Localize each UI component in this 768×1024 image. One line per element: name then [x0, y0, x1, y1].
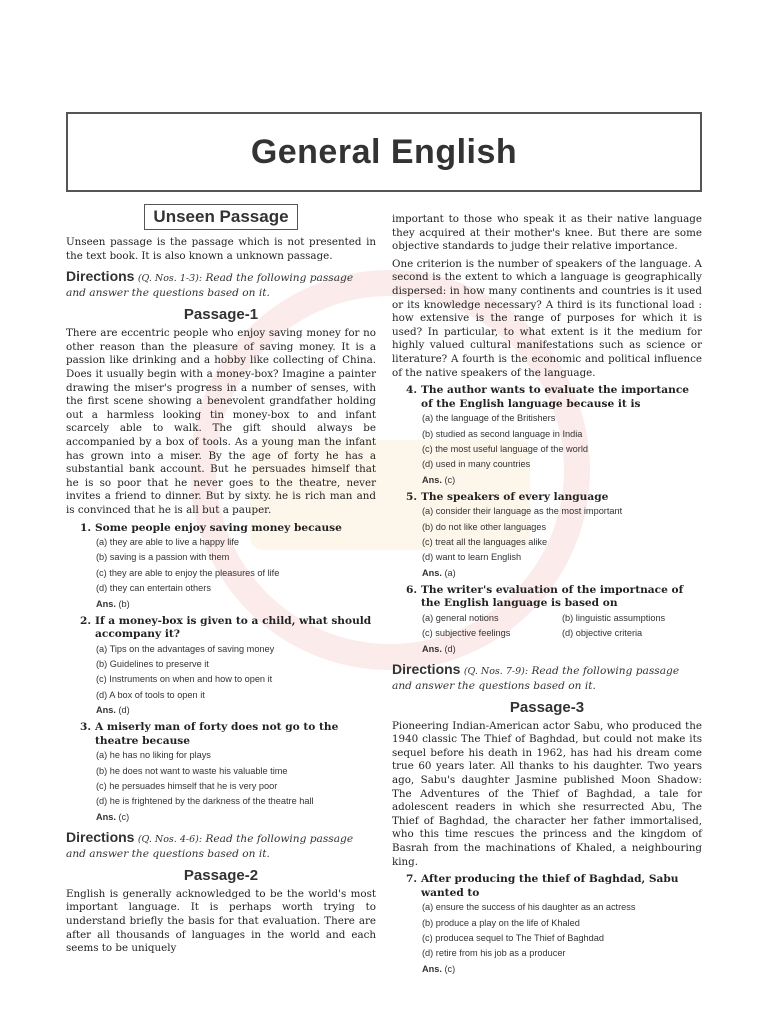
passage-2-heading: Passage-2 [183, 866, 259, 884]
option-a: (a) ensure the success of his daughter as an actress [422, 902, 636, 913]
options-list [422, 900, 702, 962]
answer-value: (c) [444, 474, 456, 485]
question-title [80, 522, 376, 536]
right-column [392, 213, 702, 978]
options-list [96, 748, 376, 810]
passage-3-text: Pioneering Indian-American actor Sabu, who produced the 1940 classic The Thief of Baghdad, but could not make its sequel before his death in 1962, has had his dream come true 60 years later. All thanks to his daughter. Two years ago, Sabu's daughter Jasmine published Moon Shadow: The Adventures of the Thief of Baghdad, a tale for adolescent readers in which she resurrected Abu, The Thief of Baghdad, the character her father immortalised, who this time rescues the princess and the kingdom of Basrah from the machinations of Khaled, a neighbouring king. [392, 719, 702, 868]
directions-3 [392, 662, 702, 693]
option-c: (c) he persuades himself that he is very poor [96, 781, 278, 792]
question-5 [406, 491, 702, 580]
passage-2-continued: important to those who speak it as their native language they acquired at their mother's knee. But there are some objective standards to judge their relative importance. [392, 213, 702, 253]
answer [96, 703, 376, 717]
question-text: A miserly man of forty does not go to the theatre because [95, 721, 339, 747]
question-4 [406, 384, 702, 487]
directions-label: Directions [66, 828, 135, 845]
option-c: (c) the most useful language of the world [422, 443, 588, 454]
answer [422, 566, 702, 580]
option-b: (b) saving is a passion with them [96, 552, 230, 563]
option-b: (b) linguistic assumptions [562, 612, 666, 623]
option-d: (d) retire from his job as a producer [422, 948, 566, 959]
option-d: (d) A box of tools to open it [96, 689, 205, 700]
question-number: 4. [406, 384, 418, 397]
question-2 [80, 615, 376, 718]
option-a: (a) he has no liking for plays [96, 750, 211, 761]
answer [422, 642, 702, 656]
directions-qnos: (Q. Nos. 7-9): [463, 665, 529, 677]
options-list [96, 535, 376, 597]
option-d: (d) objective criteria [562, 628, 643, 639]
answer-value: (c) [118, 811, 130, 822]
answer-label: Ans. [96, 598, 116, 609]
question-number: 7. [406, 873, 418, 886]
option-b: (b) studied as second language in India [422, 428, 583, 439]
question-number: 2. [80, 614, 92, 627]
title-box [66, 112, 702, 192]
answer [96, 597, 376, 611]
answer-value: (c) [444, 963, 456, 974]
passage-1-heading: Passage-1 [183, 306, 259, 324]
question-text: After producing the thief of Baghdad, Sabu wanted to [421, 873, 679, 899]
option-b: (b) Guidelines to preserve it [96, 659, 209, 670]
directions-label: Directions [392, 660, 461, 677]
directions-text: Read the following passage and answer the questions based on it. [66, 832, 354, 860]
question-title [406, 384, 702, 411]
question-title [406, 491, 702, 505]
question-text: The author wants to evaluate the importance of the English language because it is [421, 384, 690, 410]
passage-2-paragraph-2: One criterion is the number of speakers of the language. A second is the extent to which a language is geographically dispersed: in how many continents and countries is it used or its knowledge necessary? A third is its functional load : how extensive is the range of purposes for which it is used? In particular, to what extent is it the medium for highly valued cultural manifestations such as science or literature? A fourth is the economic and political influence of the native speakers of the language. [392, 257, 702, 379]
option-b: (b) produce a play on the life of Khaled [422, 917, 580, 928]
answer-label: Ans. [96, 811, 116, 822]
passage-3-heading: Passage-3 [509, 698, 585, 716]
options-list [422, 411, 702, 473]
question-text: The speakers of every language [421, 490, 609, 503]
option-c: (c) Instruments on when and how to open it [96, 674, 273, 685]
directions-label: Directions [66, 268, 135, 285]
question-text: If a money-box is given to a child, what should accompany it? [95, 614, 372, 641]
directions-text: Read the following passage and answer the questions based on it. [66, 272, 354, 300]
answer-label: Ans. [422, 567, 442, 578]
question-6 [406, 584, 702, 656]
option-a: (a) Tips on the advantages of saving money [96, 643, 275, 654]
passage-2-text: English is generally acknowledged to be the world's most important language. It is perhaps worth trying to understand briefly the basis for that evaluation. There are after all thousands of languages in the world and each seems to be uniquely [66, 887, 376, 955]
question-title [406, 584, 702, 611]
answer [96, 810, 376, 824]
question-text: The writer's evaluation of the importnace of the English language is based on [421, 583, 684, 610]
options-list [96, 642, 376, 704]
directions-qnos: (Q. Nos. 1-3): [137, 273, 203, 285]
directions-text: Read the following passage and answer the questions based on it. [392, 664, 680, 692]
section-heading-wrap [66, 204, 376, 230]
question-number: 3. [80, 721, 92, 734]
question-number: 6. [406, 583, 418, 596]
options-list [422, 504, 702, 566]
answer-label: Ans. [422, 643, 442, 654]
option-d: (d) used in many countries [422, 459, 531, 470]
answer-value: (d) [444, 643, 456, 654]
directions-2 [66, 830, 376, 861]
intro-paragraph: Unseen passage is the passage which is not presented in the text book. It is also known a unknown passage. [66, 236, 376, 262]
answer [422, 473, 702, 487]
question-3 [80, 721, 376, 824]
page-title: General English [250, 132, 518, 171]
answer [422, 962, 702, 976]
option-b: (b) he does not want to waste his valuable time [96, 765, 288, 776]
option-a: (a) the language of the Britishers [422, 413, 556, 424]
answer-value: (b) [118, 598, 130, 609]
option-c: (c) treat all the languages alike [422, 537, 548, 548]
option-a: (a) general notions [422, 612, 499, 623]
question-text: Some people enjoy saving money because [95, 521, 342, 534]
option-a: (a) they are able to live a happy life [96, 537, 239, 547]
answer-label: Ans. [422, 474, 442, 485]
question-title [80, 721, 376, 748]
option-a: (a) consider their language as the most important [422, 506, 623, 517]
option-b: (b) do not like other languages [422, 521, 547, 532]
option-d: (d) they can entertain others [96, 583, 211, 594]
passage-1-text: There are eccentric people who enjoy saving money for no other reason than the pleasure of saving money. It is a passion like drinking and a hobby like collecting of China. Does it usually begin with a money-box? Imagine a painter drawing the miser's progress in a number of senses, with the first scene showing a benevolent grandfather holding out a harmless looking tin money-box to and infant scarcely able to walk. The gift should always be accompanied by a box of tools. As a young man the infant has grown into a miser. By the age of forty he has a substantial bank account. But he persuades himself that he is so poor that he never goes to the theatre, never invites a friend to dinner. But by sixty. he is rich man and is convinced that he is all but a pauper. [66, 327, 376, 516]
options-grid [422, 611, 702, 642]
answer-value: (d) [118, 705, 130, 716]
question-number: 1. [80, 521, 92, 534]
answer-label: Ans. [96, 705, 116, 716]
option-c: (c) subjective feelings [422, 628, 511, 639]
directions-1 [66, 269, 376, 300]
answer-label: Ans. [422, 963, 442, 974]
question-7 [406, 873, 702, 976]
question-number: 5. [406, 490, 418, 503]
question-1 [80, 522, 376, 611]
question-title [80, 615, 376, 642]
option-c: (c) they are able to enjoy the pleasures of life [96, 567, 280, 578]
section-heading: Unseen Passage [144, 204, 297, 230]
left-column [66, 204, 376, 960]
option-d: (d) want to learn English [422, 552, 522, 563]
directions-qnos: (Q. Nos. 4-6): [137, 833, 203, 845]
answer-value: (a) [444, 567, 456, 578]
option-d: (d) he is frightened by the darkness of the theatre hall [96, 796, 314, 807]
option-c: (c) producea sequel to The Thief of Baghdad [422, 933, 604, 944]
question-title [406, 873, 702, 900]
